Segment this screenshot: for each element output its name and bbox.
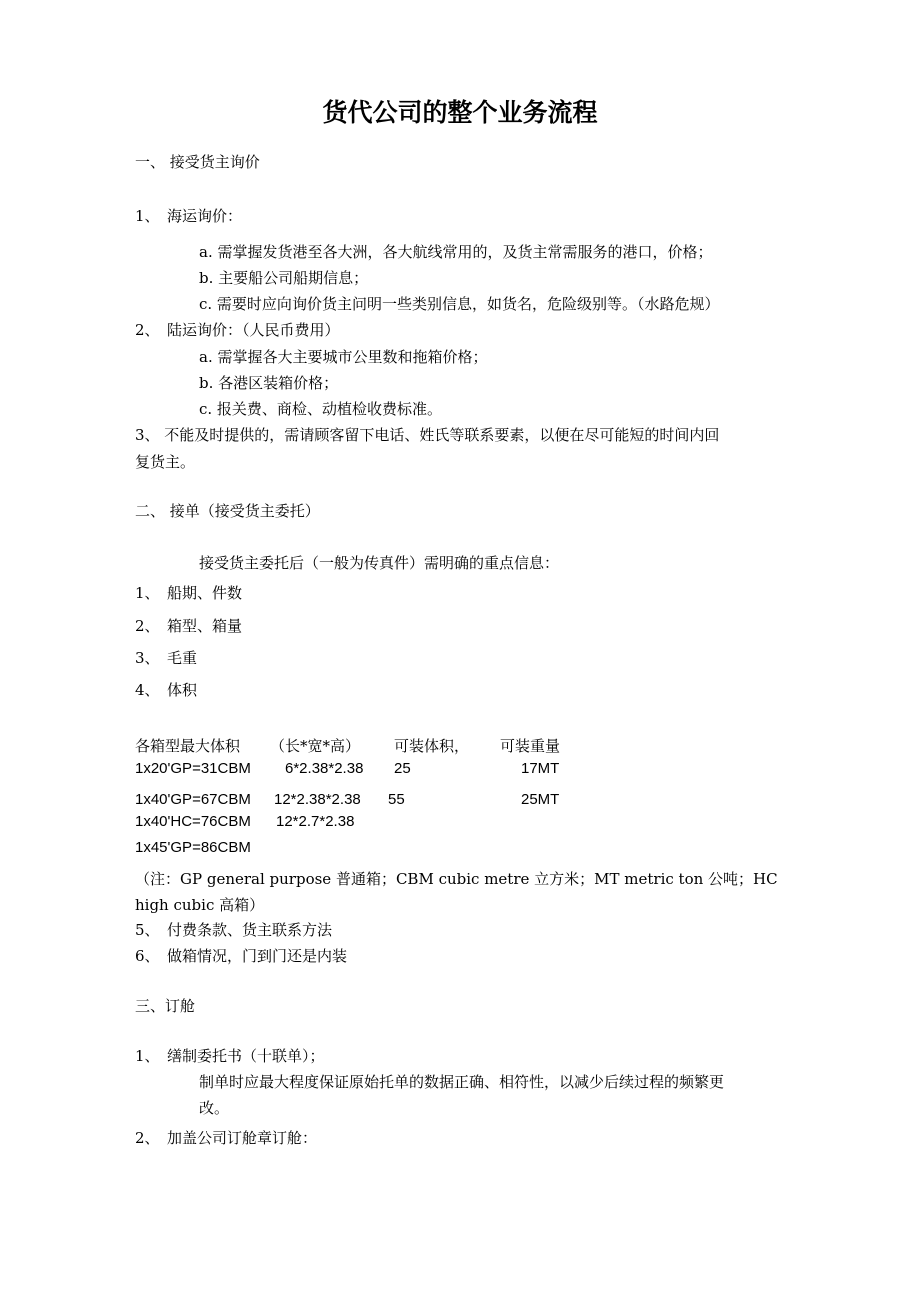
booking-form-item: 缮制委托书（十联单）； — [167, 1047, 325, 1065]
item-number: 2、 — [135, 321, 160, 339]
list-item: 体积 — [167, 681, 198, 699]
table-cell: 1x20'GP=31CBM — [135, 760, 251, 777]
section-3-heading: 三、订舱 — [135, 997, 196, 1015]
table-cell: 25MT — [521, 791, 560, 808]
item-3-line-2: 复货主。 — [135, 453, 196, 471]
booking-form-desc-line-2: 改。 — [199, 1099, 230, 1117]
list-item-number: 4、 — [135, 681, 160, 699]
table-cell: 1x45'GP=86CBM — [135, 839, 251, 856]
list-item: 毛重 — [167, 649, 198, 667]
list-item-number: 5、 — [135, 921, 160, 939]
table-cell: 12*2.38*2.38 — [274, 791, 361, 808]
list-item-number: 3、 — [135, 649, 160, 667]
table-cell: 17MT — [521, 760, 560, 777]
item-number: 2、 — [135, 1129, 160, 1147]
sub-item-a: a. 需掌握发货港至各大洲，各大航线常用的，及货主常需服务的港口，价格； — [199, 243, 713, 261]
table-header-cell: 可装重量 — [500, 737, 561, 755]
table-header-cell: 各箱型最大体积 — [135, 737, 241, 755]
note-line-1: （注：GP general purpose 普通箱；CBM cubic metre 立方米；MT metric ton 公吨；HC — [135, 870, 778, 888]
section-2-heading: 二、 接单（接受货主委托） — [135, 502, 320, 520]
land-freight-inquiry: 陆运询价：（人民币费用） — [167, 321, 340, 339]
list-item: 箱型、箱量 — [167, 617, 243, 635]
item-3-line-1: 3、 不能及时提供的，需请顾客留下电话、姓氏等联系要素，以便在尽可能短的时间内回 — [135, 426, 720, 444]
sub-item-b: b. 主要船公司船期信息； — [199, 269, 369, 287]
list-item: 做箱情况，门到门还是内装 — [167, 947, 348, 965]
page-title: 货代公司的整个业务流程 — [322, 98, 598, 127]
item-number: 1、 — [135, 207, 160, 225]
table-header-cell: （长*宽*高） — [270, 737, 361, 755]
stamp-booking-item: 加盖公司订舱章订舱： — [167, 1129, 318, 1147]
section-1-heading: 一、 接受货主询价 — [135, 153, 260, 171]
table-cell: 55 — [388, 791, 405, 808]
booking-form-desc-line-1: 制单时应最大程度保证原始托单的数据正确、相符性，以减少后续过程的频繁更 — [199, 1073, 725, 1091]
table-cell: 12*2.7*2.38 — [276, 813, 355, 830]
table-cell: 1x40'HC=76CBM — [135, 813, 251, 830]
table-cell: 1x40'GP=67CBM — [135, 791, 251, 808]
sub-item-b: b. 各港区装箱价格； — [199, 374, 339, 392]
item-number: 1、 — [135, 1047, 160, 1065]
note-line-2: high cubic 高箱） — [135, 896, 265, 914]
sub-item-a: a. 需掌握各大主要城市公里数和拖箱价格； — [199, 348, 488, 366]
list-item: 船期、件数 — [167, 584, 243, 602]
table-cell: 6*2.38*2.38 — [285, 760, 364, 777]
list-item-number: 1、 — [135, 584, 160, 602]
table-header-cell: 可装体积， — [394, 737, 470, 755]
table-cell: 25 — [394, 760, 411, 777]
sub-item-c: c. 需要时应向询价货主问明一些类别信息，如货名，危险级别等。（水路危规） — [199, 295, 720, 313]
section-2-intro: 接受货主委托后（一般为传真件）需明确的重点信息： — [199, 554, 560, 572]
list-item: 付费条款、货主联系方法 — [167, 921, 333, 939]
sea-freight-inquiry: 海运询价： — [167, 207, 243, 225]
sub-item-c: c. 报关费、商检、动植检收费标准。 — [199, 400, 442, 418]
list-item-number: 2、 — [135, 617, 160, 635]
list-item-number: 6、 — [135, 947, 160, 965]
